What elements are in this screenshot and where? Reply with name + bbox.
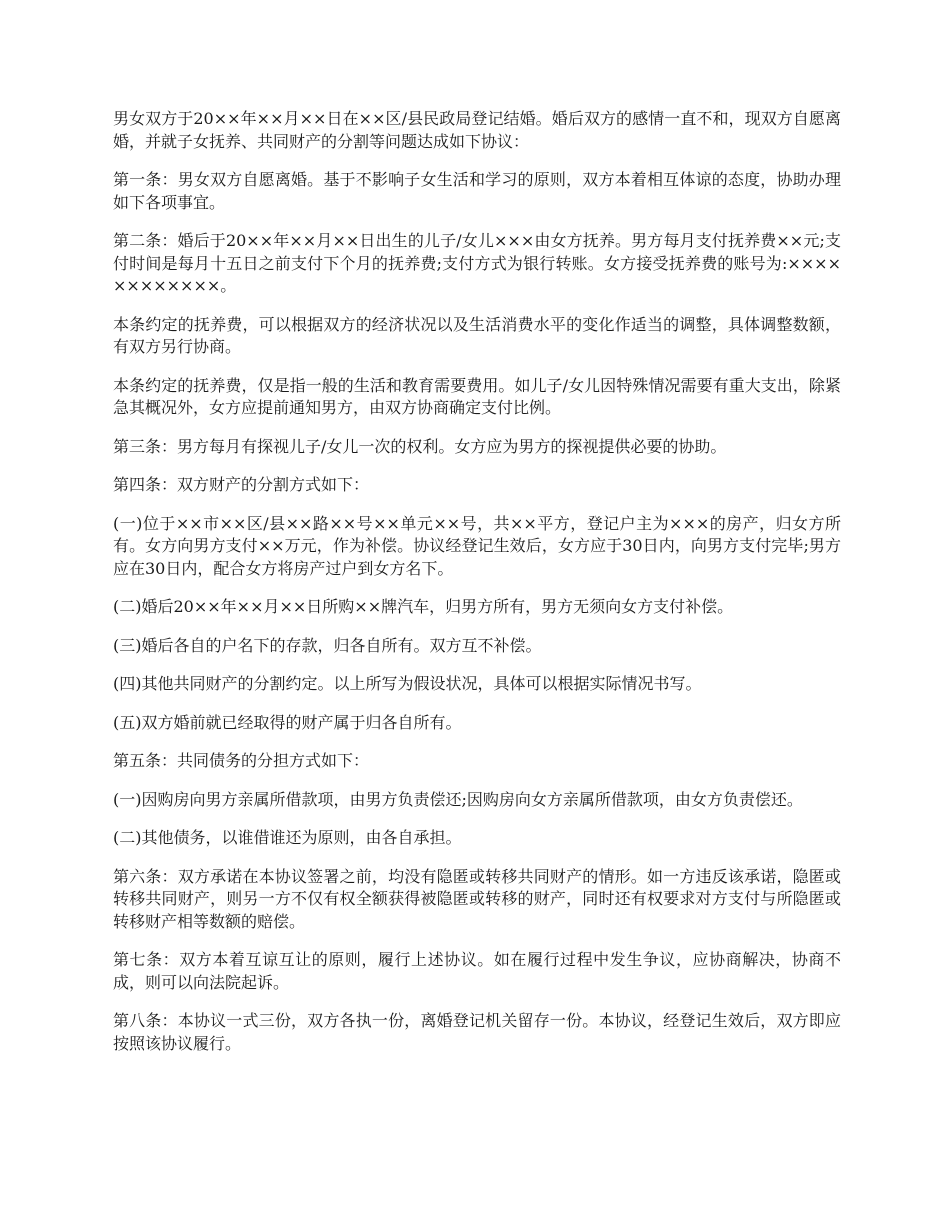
paragraph-article-5-item-2: (二)其他债务，以谁借谁还为原则，由各自承担。 [113, 828, 462, 847]
paragraph-article-6: 第六条：双方承诺在本协议签署之前，均没有隐匿或转移共同财产的情形。如一方违反该承诺，隐匿或转移共同财产，则另一方不仅有权全额获得被隐匿或转移的财产，同时还有权要求对方支付与所隐匿或转移财产相等数额的赔偿。 [113, 866, 841, 931]
paragraph-article-1: 第一条：男女双方自愿离婚。基于不影响子女生活和学习的原则，双方本着相互体谅的态度，协助办理如下各项事宜。 [113, 170, 841, 212]
paragraph-article-8: 第八条：本协议一式三份，双方各执一份，离婚登记机关留存一份。本协议，经登记生效后，双方即应按照该协议履行。 [113, 1011, 841, 1053]
paragraph-article-4: 第四条：双方财产的分割方式如下： [113, 475, 370, 494]
paragraph-article-2-adjustment: 本条约定的抚养费，可以根据双方的经济状况以及生活消费水平的变化作适当的调整，具体调整数额，有双方另行协商。 [113, 314, 841, 356]
document-body [113, 108, 841, 1071]
paragraph-article-4-item-5: (五)双方婚前就已经取得的财产属于归各自所有。 [113, 712, 462, 732]
paragraph-article-5: 第五条：共同债务的分担方式如下： [113, 751, 370, 770]
paragraph-article-2: 第二条：婚后于20××年××月××日出生的儿子/女儿×××由女方抚养。男方每月支付抚养费××元;支付时间是每月十五日之前支付下个月的抚养费;支付方式为银行转账。女方接受抚养费的账号为:××××××××××××。 [113, 231, 841, 295]
paragraph-article-5-item-1: (一)因购房向男方亲属所借款项，由男方负责偿还;因购房向女方亲属所借款项，由女方负责偿还。 [113, 789, 803, 809]
paragraph-article-4-item-3: (三)婚后各自的户名下的存款，归各自所有。双方互不补偿。 [113, 635, 542, 655]
paragraph-article-7: 第七条：双方本着互谅互让的原则，履行上述协议。如在履行过程中发生争议，应协商解决，协商不成，则可以向法院起诉。 [113, 950, 841, 992]
paragraph-intro: 男女双方于20××年××月××日在××区/县民政局登记结婚。婚后双方的感情一直不和，现双方自愿离婚，并就子女抚养、共同财产的分割等问题达成如下协议： [113, 109, 841, 151]
paragraph-article-3: 第三条：男方每月有探视儿子/女儿一次的权利。女方应为男方的探视提供必要的协助。 [113, 436, 727, 456]
paragraph-article-2-scope: 本条约定的抚养费，仅是指一般的生活和教育需要费用。如儿子/女儿因特殊情况需要有重大支出，除紧急其概况外，女方应提前通知男方，由双方协商确定支付比例。 [113, 375, 841, 417]
paragraph-article-4-item-1: (一)位于××市××区/县××路××号××单元××号，共××平方，登记户主为×××的房产，归女方所有。女方向男方支付××万元，作为补偿。协议经登记生效后，女方应于30日内，向男方支付完毕;男方应在30日内，配合女方将房产过户到女方名下。 [113, 513, 841, 578]
paragraph-article-4-item-4: (四)其他共同财产的分割约定。以上所写为假设状况，具体可以根据实际情况书写。 [113, 674, 702, 693]
paragraph-article-4-item-2: (二)婚后20××年××月××日所购××牌汽车，归男方所有，男方无须向女方支付补偿。 [113, 597, 734, 616]
